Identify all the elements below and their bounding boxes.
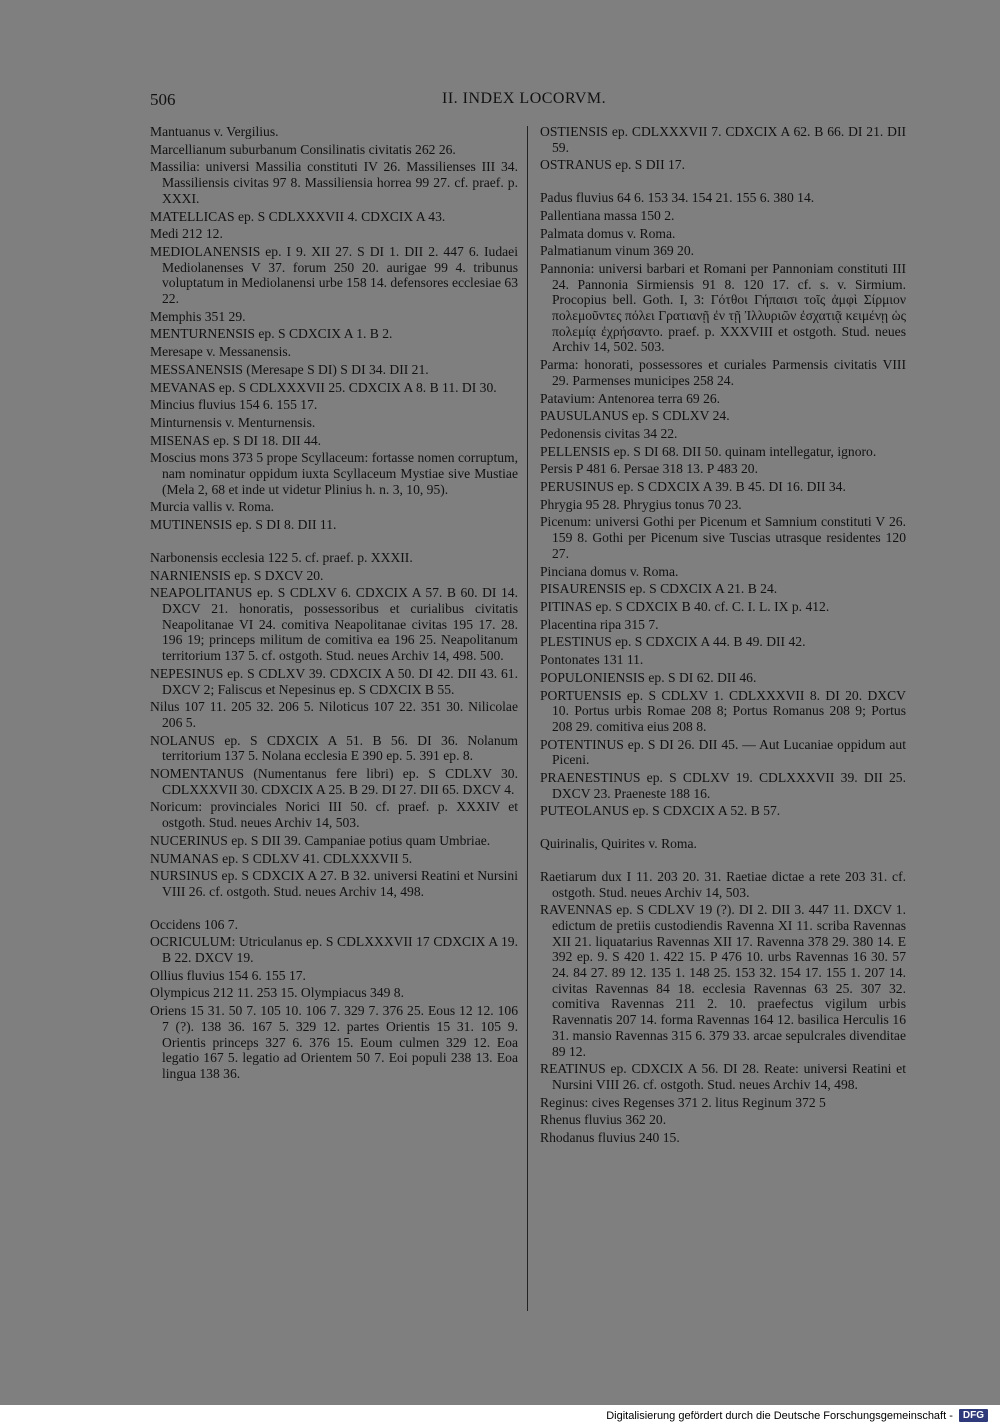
index-entry: PERUSINUS ep. S CDXCIX A 39. B 45. DI 16. DII 34. — [540, 479, 846, 495]
index-entry: OSTIENSIS ep. CDLXXXVII 7. CDXCIX A 62. B 66. DI 21. DII 59. — [540, 124, 906, 155]
index-entry: Occidens 106 7. — [150, 916, 238, 932]
index-entry: Medi 212 12. — [150, 226, 223, 242]
index-entry: MEDIOLANENSIS ep. I 9. XII 27. S DI 1. DII 2. 447 6. Iudaei Mediolanenses V 37. forum 250 20. aurigae 99 4. tribunus voluptatum in Mediolanensi urbe 158 14. defensores ecclesiae 63 22. — [150, 243, 518, 307]
index-entry: Phrygia 95 28. Phrygius tonus 70 23. — [540, 496, 742, 512]
index-entry: OCRICULUM: Utriculanus ep. S CDLXXXVII 17 CDXCIX A 19. B 22. DXCV 19. — [150, 934, 518, 966]
index-entry: Quirinalis, Quirites v. Roma. — [540, 836, 697, 852]
index-entry: Massilia: universi Massilia constituti IV 26. Massilienses III 34. Massiliensis civitas 97 8. Massiliensia horrea 99 27. cf. praef. p. XXXI. — [150, 159, 518, 206]
index-entry: POPULONIENSIS ep. S DI 62. DII 46. — [540, 669, 757, 685]
index-entry: RAVENNAS ep. S CDLXV 19 (?). DI 2. DII 3. 447 11. DXCV 1. edictum de pretiis custodiendis Ravenna XI 11. scriba Ravennas XII 21. liquatarius Ravennas XII 17. Ravenna 378 29. 380 14. E 392 ep. 9. S 420 1. 422 15. P 476 10. urbs Ravennas 16 30. 57 24. 84 27. 89 12. 135 1. 148 25. 153 32. 154 17. 155 1. 207 14. civitas Ravennas 84 18. ecclesia Ravennas 63 25. 307 32. comitiva Ravennas 211 2. 10. praefectus vigilum urbis Ravennatis 207 14. forma Ravennas 164 12. basilica Herculis 16 31. mansio Ravennas 315 6. 379 33. arcae sepulcrales divenditae 89 12. — [540, 902, 906, 1059]
index-entry: Mantuanus v. Vergilius. — [150, 124, 279, 139]
dfg-logo: DFG — [959, 1409, 988, 1422]
index-entry: OSTRANUS ep. S DII 17. — [540, 157, 686, 173]
index-entry: Meresape v. Messanensis. — [150, 344, 292, 360]
index-entry: Rhenus fluvius 362 20. — [540, 1112, 667, 1128]
index-entry: Pedonensis civitas 34 22. — [540, 425, 678, 441]
index-entry: POTENTINUS ep. S DI 26. DII 45. — Aut Lucaniae oppidum aut Piceni. — [540, 736, 906, 768]
right-column — [540, 124, 906, 1148]
index-entry: NUCERINUS ep. S DII 39. Campaniae potius quam Umbriae. — [150, 832, 491, 848]
index-entry: Placentina ripa 315 7. — [540, 616, 659, 632]
index-entry: NEPESINUS ep. S CDLXV 39. CDXCIX A 50. DI 42. DII 43. 61. DXCV 2; Faliscus et Nepesinus ep. S CDXCIX B 55. — [150, 665, 518, 697]
index-entry: Raetiarum dux I 11. 203 20. 31. Raetiae dictae a rete 203 31. cf. ostgoth. Stud. neues Archiv 14, 503. — [540, 868, 906, 900]
index-entry: MENTURNENSIS ep. S CDXCIX A 1. B 2. — [150, 326, 393, 342]
index-entry: Olympicus 212 11. 253 15. Olympiacus 349 8. — [150, 985, 404, 1001]
index-entry: PISAURENSIS ep. S CDXCIX A 21. B 24. — [540, 581, 778, 597]
index-entry: Pallentiana massa 150 2. — [540, 207, 675, 223]
footer-bar — [0, 1405, 1000, 1426]
index-entry: NOLANUS ep. S CDXCIX A 51. B 56. DI 36. Nolanum territorium 137 5. Nolana ecclesia E 390 ep. 5. 391 ep. 8. — [150, 732, 518, 764]
index-entry: NARNIENSIS ep. S DXCV 20. — [150, 567, 324, 583]
index-entry: PELLENSIS ep. S DI 68. DII 50. quinam intellegatur, ignoro. — [540, 443, 877, 459]
left-column — [150, 124, 518, 1084]
running-head: II. INDEX LOCORVM. — [442, 90, 607, 107]
index-entry: Reginus: cives Regenses 371 2. litus Reginum 372 5 — [540, 1094, 826, 1110]
page-number: 506 — [150, 90, 176, 109]
index-entry: NOMENTANUS (Numentanus fere libri) ep. S CDLXV 30. CDLXXXVII 30. CDXCIX A 25. B 29. DI 27. DII 65. DXCV 4. — [150, 766, 518, 797]
index-entry: MESSANENSIS (Meresape S DI) S DI 34. DII 21. — [150, 361, 429, 377]
index-entry: Moscius mons 373 5 prope Scyllaceum: fortasse nomen corruptum, nam nominatur oppidum iuxta Scyllaceum Mystiae sive Mustiae (Mela 2, 68 et inde ut videtur Plinius h. n. 3, 10, 95). — [150, 450, 518, 497]
index-entry: Ollius fluvius 154 6. 155 17. — [150, 967, 306, 983]
index-entry: PLESTINUS ep. S CDXCIX A 44. B 49. DII 42. — [540, 634, 806, 650]
index-entry: Mincius fluvius 154 6. 155 17. — [150, 397, 318, 413]
index-entry: Nilus 107 11. 205 32. 206 5. Niloticus 107 22. 351 30. Nilicolae 206 5. — [150, 699, 518, 730]
index-entry: PUTEOLANUS ep. S CDXCIX A 52. B 57. — [540, 803, 781, 819]
index-entry: Pannonia: universi barbari et Romani per Pannoniam constituti III 24. Pannonia Sirmiensis 91 8. 120 17. cf. s. v. Sirmium. Procopius bell. Goth. I, 3: Γότθοι Γήπαισι τοῖς ἀμφὶ Σίρμιον πολεμοῦντες πόλει Γρατιανῇ ἐν τῇ Ἰλλυριῶν ἐσχατιᾷ κειμένῃ ὡς πολεμίᾳ ἐχρήσαντο. praef. p. XXXVIII et ostgoth. Stud. neues Archiv 14, 502. 503. — [540, 260, 906, 355]
index-entry: Palmatianum vinum 369 20. — [540, 243, 695, 259]
index-entry: MISENAS ep. S DI 18. DII 44. — [150, 432, 322, 448]
index-entry: PAUSULANUS ep. S CDLXV 24. — [540, 408, 730, 424]
index-entry: Padus fluvius 64 6. 153 34. 154 21. 155 6. 380 14. — [540, 190, 815, 206]
index-entry: Murcia vallis v. Roma. — [150, 499, 275, 515]
index-entry: Persis P 481 6. Persae 318 13. P 483 20. — [540, 461, 759, 477]
index-entry: NEAPOLITANUS ep. S CDLXV 6. CDXCIX A 57. B 60. DI 14. DXCV 21. honoratis, possessoribus et curialibus civitatis Neapolitanae VI 24. comitiva Neapolitanae civitas 195 17. 28. 196 19; princeps militum de comitiva ea 196 25. Neapolitanum territorium 137 5. cf. ostgoth. Stud. neues Archiv 14, 498. 500. — [150, 585, 518, 664]
index-entry: Pontonates 131 11. — [540, 652, 644, 668]
index-entry: Pinciana domus v. Roma. — [540, 563, 679, 579]
index-entry: Patavium: Antenorea terra 69 26. — [540, 390, 721, 406]
index-entry: NURSINUS ep. S CDXCIX A 27. B 32. universi Reatini et Nursini VIII 26. cf. ostgoth. Stud. neues Archiv 14, 498. — [150, 868, 518, 899]
index-entry: Rhodanus fluvius 240 15. — [540, 1130, 680, 1146]
footer-credit: Digitalisierung gefördert durch die Deutsche Forschungsgemeinschaft - — [606, 1409, 953, 1422]
index-entry: MUTINENSIS ep. S DI 8. DII 11. — [150, 517, 337, 533]
column-rule — [527, 126, 528, 1311]
index-entry: Parma: honorati, possessores et curiales Parmensis civitatis VIII 29. Parmenses municipes 258 24. — [540, 357, 906, 388]
index-entry: PITINAS ep. S CDXCIX B 40. cf. C. I. L. IX p. 412. — [540, 598, 830, 614]
index-entry: MATELLICAS ep. S CDLXXXVII 4. CDXCIX A 43. — [150, 208, 446, 224]
index-entry: Memphis 351 29. — [150, 308, 246, 324]
index-entry: Narbonensis ecclesia 122 5. cf. praef. p. XXXII. — [150, 549, 413, 565]
index-entry: Palmata domus v. Roma. — [540, 225, 676, 241]
index-entry: Marcellianum suburbanum Consilinatis civitatis 262 26. — [150, 141, 456, 157]
index-entry: MEVANAS ep. S CDLXXXVII 25. CDXCIX A 8. B 11. DI 30. — [150, 379, 497, 395]
index-entry: Oriens 15 31. 50 7. 105 10. 106 7. 329 7. 376 25. Eous 12 12. 106 7 (?). 138 36. 167 5. 329 12. partes Orientis 15 31. 105 9. Orientis princeps 327 6. 376 15. Eoum culmen 329 12. Eoa legatio 167 5. legatio ad Orientem 50 7. Eoi populi 238 13. Eoa lingua 138 36. — [150, 1003, 518, 1081]
index-entry: PRAENESTINUS ep. S CDLXV 19. CDLXXXVII 39. DII 25. DXCV 23. Praeneste 188 16. — [540, 770, 906, 801]
index-entry: Minturnensis v. Menturnensis. — [150, 414, 316, 430]
index-entry: NUMANAS ep. S CDLXV 41. CDLXXXVII 5. — [150, 850, 413, 866]
index-entry: PORTUENSIS ep. S CDLXV 1. CDLXXXVII 8. DI 20. DXCV 10. Portus urbis Romae 208 8; Portus Romanus 208 9; Portus 208 29. comitiva eius 208 8. — [540, 687, 906, 734]
index-entry: Noricum: provinciales Norici III 50. cf. praef. p. XXXIV et ostgoth. Stud. neues Archiv 14, 503. — [150, 799, 518, 831]
index-entry: REATINUS ep. CDXCIX A 56. DI 28. Reate: universi Reatini et Nursini VIII 26. cf. ostgoth. Stud. neues Archiv 14, 498. — [540, 1061, 906, 1092]
index-entry: Picenum: universi Gothi per Picenum et Samnium constituti V 26. 159 8. Gothi per Picenum sive Tuscias utrasque residentes 120 27. — [540, 514, 906, 561]
